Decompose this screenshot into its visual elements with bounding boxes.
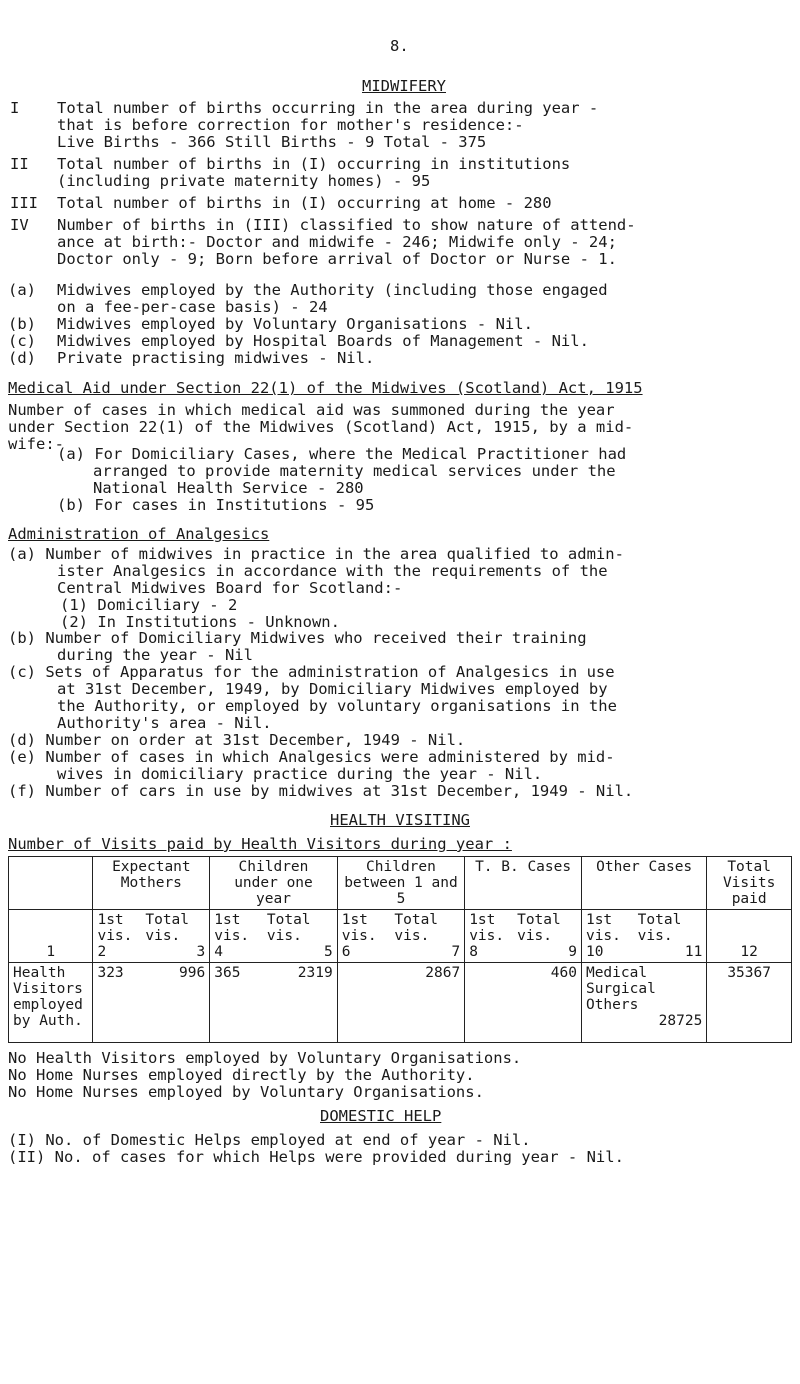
analgesics-e: wives in domiciliary practice during the year - Nil. (57, 765, 543, 783)
analgesics-e: (e) Number of cases in which Analgesics were administered by mid- (8, 748, 615, 766)
section-title-midwifery: MIDWIFERY (362, 77, 446, 95)
value-under-one-first: 365 (214, 965, 241, 981)
medical-aid-heading: Medical Aid under Section 22(1) of the Midwives (Scotland) Act, 1915 (8, 379, 643, 397)
sub-first: 1st vis. (341, 912, 377, 944)
medical-aid-a: (a) For Domiciliary Cases, where the Medical Practitioner had (57, 445, 627, 463)
analgesics-a2: (2) In Institutions - Unknown. (60, 613, 340, 631)
medical-aid-intro: under Section 22(1) of the Midwives (Scotland) Act, 1915, by a mid- (8, 418, 634, 436)
col-num: 12 (707, 910, 792, 963)
medical-aid-a: arranged to provide maternity medical services under the (93, 462, 616, 480)
cell-other (581, 963, 706, 1043)
value-under-one-total: 2319 (297, 965, 333, 981)
item-i-line: Live Births - 366 Still Births - 9 Total - 375 (57, 133, 487, 151)
subheader-cell (93, 910, 210, 963)
col-expectant-mothers: Expectant Mothers (93, 857, 210, 910)
analgesics-c: the Authority, or employed by voluntary organisations in the (57, 697, 617, 715)
value-tb-total: 460 (550, 965, 577, 981)
sub-total: Total vis. (517, 912, 561, 944)
analgesics-a1: (1) Domiciliary - 2 (60, 596, 238, 614)
midwives-d-line: Private practising midwives - Nil. (57, 349, 375, 367)
item-iv-line: Number of births in (III) classified to show nature of attend- (57, 216, 636, 234)
col-num: 10 (585, 944, 604, 960)
midwives-a-line: Midwives employed by the Authority (including those engaged (57, 281, 608, 299)
domestic-help-item: (I) No. of Domestic Helps employed at end of year - Nil. (8, 1131, 531, 1149)
item-ii-line: Total number of births in (I) occurring in institutions (57, 155, 571, 173)
subheader-cell (581, 910, 706, 963)
analgesics-c: Authority's area - Nil. (57, 714, 272, 732)
analgesics-b: (b) Number of Domiciliary Midwives who received their training (8, 629, 587, 647)
item-iii-num: III (10, 194, 38, 212)
health-visiting-subheading: Number of Visits paid by Health Visitors during year : (8, 835, 512, 853)
analgesics-d: (d) Number on order at 31st December, 1949 - Nil. (8, 731, 466, 749)
item-iv-line: ance at birth:- Doctor and midwife - 246; Midwife only - 24; (57, 233, 617, 251)
analgesics-f: (f) Number of cars in use by midwives at 31st December, 1949 - Nil. (8, 782, 634, 800)
medical-aid-a: National Health Service - 280 (93, 479, 364, 497)
table-row (9, 963, 792, 1043)
midwives-c-line: Midwives employed by Hospital Boards of Management - Nil. (57, 332, 589, 350)
cell-total (707, 963, 792, 1043)
col-num: 11 (684, 944, 703, 960)
col-other-cases: Other Cases (581, 857, 706, 910)
col-num: 5 (323, 944, 333, 960)
value-expectant-total: 996 (179, 965, 206, 981)
cell-under-one (210, 963, 337, 1043)
analgesics-a: ister Analgesics in accordance with the requirements of the (57, 562, 608, 580)
midwives-b-label: (b) (8, 315, 36, 333)
col-total-visits: Total Visits paid (707, 857, 792, 910)
cell-tb (465, 963, 582, 1043)
health-note: No Home Nurses employed by Voluntary Organisations. (8, 1083, 484, 1101)
sub-total: Total vis. (145, 912, 190, 944)
midwives-a-line: on a fee-per-case basis) - 24 (57, 298, 328, 316)
col-num: 8 (469, 944, 478, 960)
col-num: 6 (341, 944, 351, 960)
medical-aid-intro: wife:- (8, 435, 64, 453)
col-num: 2 (97, 944, 107, 960)
col-children-under-one: Children under one year (210, 857, 337, 910)
col-num: 4 (214, 944, 223, 960)
item-i-line: Total number of births occurring in the area during year - (57, 99, 599, 117)
col-num: 3 (196, 944, 206, 960)
table-subheader-row (9, 910, 792, 963)
midwives-a-label: (a) (8, 281, 36, 299)
col-num: 9 (568, 944, 577, 960)
health-note: No Health Visitors employed by Voluntary Organisations. (8, 1049, 522, 1067)
analgesics-c: at 31st December, 1949, by Domiciliary Midwives employed by (57, 680, 608, 698)
value-expectant-first: 323 (97, 965, 124, 981)
health-visiting-heading: HEALTH VISITING (330, 811, 470, 829)
item-ii-num: II (10, 155, 29, 173)
item-iii-line: Total number of births in (I) occurring at home - 280 (57, 194, 552, 212)
analgesics-heading: Administration of Analgesics (8, 525, 270, 543)
analgesics-b: during the year - Nil (57, 646, 253, 664)
value-total: 35367 (727, 965, 771, 981)
cell-between (337, 963, 464, 1043)
item-i-line: that is before correction for mother's residence:- (57, 116, 524, 134)
medical-aid-b: (b) For cases in Institutions - 95 (57, 496, 375, 514)
health-visits-table (8, 856, 792, 1043)
col-children-1-5: Children between 1 and 5 (337, 857, 464, 910)
col-tb-cases: T. B. Cases (465, 857, 582, 910)
item-iv-line: Doctor only - 9; Born before arrival of Doctor or Nurse - 1. (57, 250, 617, 268)
health-note: No Home Nurses employed directly by the Authority. (8, 1066, 475, 1084)
table-header-row (9, 857, 792, 910)
item-iv-num: IV (10, 216, 29, 234)
subheader-cell (210, 910, 337, 963)
item-i-num: I (10, 99, 20, 117)
analgesics-a: (a) Number of midwives in practice in the area qualified to admin- (8, 545, 624, 563)
analgesics-c: (c) Sets of Apparatus for the administration of Analgesics in use (8, 663, 615, 681)
value-between-total: 2867 (425, 965, 461, 981)
medical-aid-intro: Number of cases in which medical aid was summoned during the year (8, 401, 615, 419)
value-other-label: Medical Surgical Others (585, 965, 656, 1013)
item-ii-line: (including private maternity homes) - 95 (57, 172, 431, 190)
value-other-total: 28725 (658, 1013, 703, 1029)
page-number: 8. (390, 37, 409, 55)
cell-expectant (93, 963, 210, 1043)
col-num: 1 (9, 910, 93, 963)
sub-total: Total vis. (637, 912, 682, 944)
sub-total: Total vis. (266, 912, 311, 944)
midwives-b-line: Midwives employed by Voluntary Organisations - Nil. (57, 315, 533, 333)
subheader-cell (465, 910, 582, 963)
domestic-help-heading: DOMESTIC HELP (320, 1107, 442, 1125)
midwives-d-label: (d) (8, 349, 36, 367)
domestic-help-item: (II) No. of cases for which Helps were provided during year - Nil. (8, 1148, 624, 1166)
sub-total: Total vis. (394, 912, 439, 944)
sub-first: 1st vis. (585, 912, 621, 944)
analgesics-a: Central Midwives Board for Scotland:- (57, 579, 403, 597)
subheader-cell (337, 910, 464, 963)
sub-first: 1st vis. (214, 912, 250, 944)
row-label: Health Visitors employed by Auth. (9, 963, 93, 1043)
sub-first: 1st vis. (469, 912, 505, 944)
sub-first: 1st vis. (97, 912, 133, 944)
midwives-c-label: (c) (8, 332, 36, 350)
col-num: 7 (451, 944, 461, 960)
